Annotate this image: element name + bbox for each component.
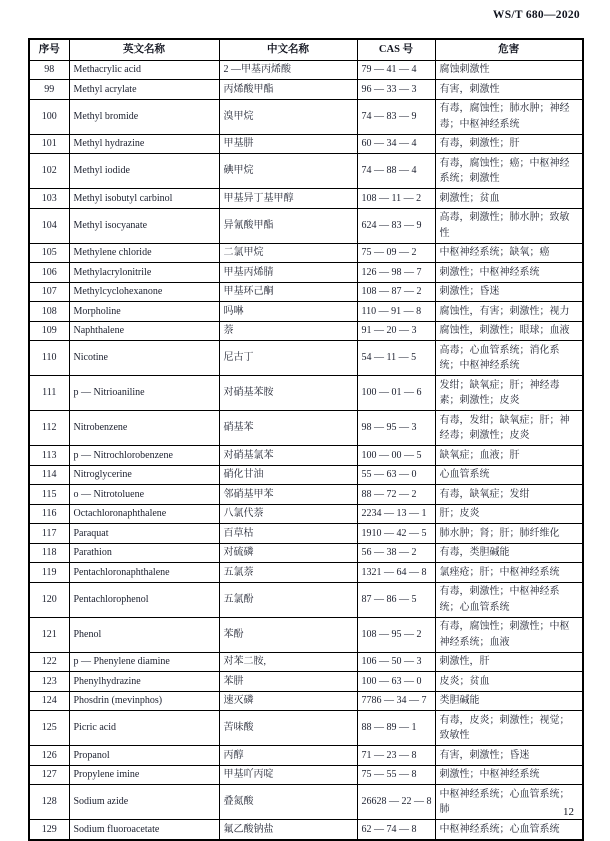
- chinese-name-cell: 对苯二胺,: [219, 652, 357, 672]
- table-body: [29, 60, 583, 840]
- cas-cell: 98 — 95 — 3: [357, 411, 435, 446]
- serial-cell: 115: [29, 485, 69, 505]
- serial-cell: 119: [29, 563, 69, 583]
- chinese-name-cell: 对硫磷: [219, 543, 357, 563]
- cas-cell: 88 — 72 — 2: [357, 485, 435, 505]
- cas-cell: 62 — 74 — 8: [357, 820, 435, 840]
- english-name-cell: Methyl iodide: [69, 154, 219, 189]
- serial-cell: 121: [29, 617, 69, 652]
- cas-cell: 74 — 88 — 4: [357, 154, 435, 189]
- chinese-name-cell: 硝化甘油: [219, 465, 357, 485]
- chinese-name-cell: 硝基苯: [219, 411, 357, 446]
- chinese-name-cell: 对硝基苯胺: [219, 376, 357, 411]
- hazard-cell: 刺激性；中枢神经系统: [435, 263, 583, 283]
- chinese-name-cell: 碘甲烷: [219, 154, 357, 189]
- table-row: [29, 154, 583, 189]
- serial-cell: 125: [29, 711, 69, 746]
- chinese-name-cell: 2 —甲基丙烯酸: [219, 60, 357, 80]
- table-row: [29, 691, 583, 711]
- chinese-name-cell: 甲基异丁基甲醇: [219, 189, 357, 209]
- english-name-cell: p — Nitrochlorobenzene: [69, 446, 219, 466]
- table-row: [29, 411, 583, 446]
- cas-cell: 75 — 55 — 8: [357, 765, 435, 785]
- english-name-cell: Paraquat: [69, 524, 219, 544]
- table-row: [29, 263, 583, 283]
- hazard-cell: 发绀；缺氧症；肝；神经毒素；刺激性；皮炎: [435, 376, 583, 411]
- table-row: [29, 208, 583, 243]
- serial-cell: 129: [29, 820, 69, 840]
- english-name-cell: Propylene imine: [69, 765, 219, 785]
- serial-cell: 122: [29, 652, 69, 672]
- cas-cell: 54 — 11 — 5: [357, 341, 435, 376]
- cas-cell: 108 — 11 — 2: [357, 189, 435, 209]
- english-name-cell: Pentachloronaphthalene: [69, 563, 219, 583]
- english-name-cell: Parathion: [69, 543, 219, 563]
- cas-cell: 91 — 20 — 3: [357, 321, 435, 341]
- table-row: [29, 321, 583, 341]
- hazard-cell: 中枢神经系统；心血管系统: [435, 820, 583, 840]
- hazard-cell: 氯痤疮；肝；中枢神经系统: [435, 563, 583, 583]
- table-row: [29, 485, 583, 505]
- english-name-cell: Sodium fluoroacetate: [69, 820, 219, 840]
- table-row: [29, 820, 583, 840]
- table-row: [29, 785, 583, 820]
- serial-cell: 116: [29, 504, 69, 524]
- table-row: [29, 504, 583, 524]
- hazard-cell: 刺激性；中枢神经系统: [435, 765, 583, 785]
- english-name-cell: Methyl isocyanate: [69, 208, 219, 243]
- cas-cell: 110 — 91 — 8: [357, 302, 435, 322]
- serial-cell: 118: [29, 543, 69, 563]
- serial-cell: 127: [29, 765, 69, 785]
- cas-cell: 88 — 89 — 1: [357, 711, 435, 746]
- hazard-cell: 肝；皮炎: [435, 504, 583, 524]
- chinese-name-cell: 甲基环己酮: [219, 282, 357, 302]
- chinese-name-cell: 叠氮酸: [219, 785, 357, 820]
- serial-cell: 120: [29, 582, 69, 617]
- table-row: [29, 465, 583, 485]
- cas-cell: 1321 — 64 — 8: [357, 563, 435, 583]
- hazard-cell: 肺水肿；肾；肝；肺纤维化: [435, 524, 583, 544]
- english-name-cell: p — Phenylene diamine: [69, 652, 219, 672]
- hazard-cell: 有害，刺激性: [435, 80, 583, 100]
- table-row: [29, 711, 583, 746]
- chinese-name-cell: 速灭磷: [219, 691, 357, 711]
- serial-cell: 110: [29, 341, 69, 376]
- cas-cell: 87 — 86 — 5: [357, 582, 435, 617]
- serial-cell: 99: [29, 80, 69, 100]
- english-name-cell: Phenol: [69, 617, 219, 652]
- chinese-name-cell: 氟乙酸钠盐: [219, 820, 357, 840]
- hazard-cell: 有毒，腐蚀性；癌；中枢神经系统；刺激性: [435, 154, 583, 189]
- serial-cell: 98: [29, 60, 69, 80]
- cas-cell: 96 — 33 — 3: [357, 80, 435, 100]
- serial-cell: 105: [29, 243, 69, 263]
- hazard-cell: 腐蚀性，刺激性；眼球；血液: [435, 321, 583, 341]
- chinese-name-cell: 甲基吖丙啶: [219, 765, 357, 785]
- serial-cell: 101: [29, 134, 69, 154]
- hazard-cell: 中枢神经系统；缺氧；癌: [435, 243, 583, 263]
- chinese-name-cell: 二氯甲烷: [219, 243, 357, 263]
- table-row: [29, 189, 583, 209]
- cas-cell: 71 — 23 — 8: [357, 746, 435, 766]
- table-row: [29, 524, 583, 544]
- hazard-cell: 刺激性；昏迷: [435, 282, 583, 302]
- english-name-cell: Propanol: [69, 746, 219, 766]
- cas-cell: 108 — 95 — 2: [357, 617, 435, 652]
- table-row: [29, 446, 583, 466]
- english-name-cell: Methylcyclohexanone: [69, 282, 219, 302]
- chinese-name-cell: 五氯萘: [219, 563, 357, 583]
- hazard-cell: 有毒，刺激性；肝: [435, 134, 583, 154]
- table-row: [29, 582, 583, 617]
- hazard-cell: 类胆碱能: [435, 691, 583, 711]
- english-name-cell: Methyl bromide: [69, 99, 219, 134]
- hazard-cell: 心血管系统: [435, 465, 583, 485]
- cas-cell: 56 — 38 — 2: [357, 543, 435, 563]
- hazard-cell: 缺氧症；血液；肝: [435, 446, 583, 466]
- english-name-cell: Morpholine: [69, 302, 219, 322]
- table-row: [29, 563, 583, 583]
- serial-cell: 100: [29, 99, 69, 134]
- page-number: 12: [563, 806, 574, 818]
- header-cas-number: CAS 号: [357, 39, 435, 60]
- hazard-cell: 刺激性，肝: [435, 652, 583, 672]
- english-name-cell: Naphthalene: [69, 321, 219, 341]
- hazard-cell: 腐蚀性，有害；刺激性；视力: [435, 302, 583, 322]
- table-header-row: [29, 39, 583, 60]
- english-name-cell: o — Nitrotoluene: [69, 485, 219, 505]
- chinese-name-cell: 萘: [219, 321, 357, 341]
- table-row: [29, 282, 583, 302]
- english-name-cell: Phosdrin (mevinphos): [69, 691, 219, 711]
- chinese-name-cell: 邻硝基甲苯: [219, 485, 357, 505]
- chinese-name-cell: 丙烯酸甲酯: [219, 80, 357, 100]
- table-row: [29, 60, 583, 80]
- serial-cell: 114: [29, 465, 69, 485]
- hazard-cell: 中枢神经系统；心血管系统；肺: [435, 785, 583, 820]
- hazard-cell: 高毒，刺激性；肺水肿；致敏性: [435, 208, 583, 243]
- english-name-cell: Methylene chloride: [69, 243, 219, 263]
- cas-cell: 108 — 87 — 2: [357, 282, 435, 302]
- table-row: [29, 80, 583, 100]
- table-row: [29, 543, 583, 563]
- serial-cell: 111: [29, 376, 69, 411]
- hazard-substance-table: [28, 38, 584, 841]
- hazard-cell: 有毒，腐蚀性；刺激性；中枢神经系统；血液: [435, 617, 583, 652]
- cas-cell: 100 — 63 — 0: [357, 672, 435, 692]
- cas-cell: 106 — 50 — 3: [357, 652, 435, 672]
- table-row: [29, 302, 583, 322]
- chinese-name-cell: 丙醇: [219, 746, 357, 766]
- header-chinese-name: 中文名称: [219, 39, 357, 60]
- cas-cell: 55 — 63 — 0: [357, 465, 435, 485]
- cas-cell: 100 — 00 — 5: [357, 446, 435, 466]
- chinese-name-cell: 吗啉: [219, 302, 357, 322]
- english-name-cell: Methylacrylonitrile: [69, 263, 219, 283]
- english-name-cell: Methacrylic acid: [69, 60, 219, 80]
- doc-code: WS/T 680—2020: [492, 9, 580, 21]
- serial-cell: 103: [29, 189, 69, 209]
- chinese-name-cell: 对硝基氯苯: [219, 446, 357, 466]
- cas-cell: 624 — 83 — 9: [357, 208, 435, 243]
- cas-cell: 7786 — 34 — 7: [357, 691, 435, 711]
- hazard-cell: 刺激性；贫血: [435, 189, 583, 209]
- table-row: [29, 376, 583, 411]
- hazard-cell: 有毒，皮炎；刺激性；视觉；致敏性: [435, 711, 583, 746]
- chinese-name-cell: 苯酚: [219, 617, 357, 652]
- serial-cell: 113: [29, 446, 69, 466]
- chinese-name-cell: 异氰酸甲酯: [219, 208, 357, 243]
- table-row: [29, 341, 583, 376]
- english-name-cell: Picric acid: [69, 711, 219, 746]
- table-row: [29, 672, 583, 692]
- chinese-name-cell: 百草枯: [219, 524, 357, 544]
- chinese-name-cell: 尼古丁: [219, 341, 357, 376]
- cas-cell: 126 — 98 — 7: [357, 263, 435, 283]
- header-serial: 序号: [29, 39, 69, 60]
- chinese-name-cell: 苦味酸: [219, 711, 357, 746]
- table-row: [29, 243, 583, 263]
- english-name-cell: p — Nitrioaniline: [69, 376, 219, 411]
- cas-cell: 74 — 83 — 9: [357, 99, 435, 134]
- chinese-name-cell: 甲基丙烯腈: [219, 263, 357, 283]
- cas-cell: 79 — 41 — 4: [357, 60, 435, 80]
- hazard-cell: 腐蚀刺激性: [435, 60, 583, 80]
- serial-cell: 112: [29, 411, 69, 446]
- header-english-name: 英文名称: [69, 39, 219, 60]
- english-name-cell: Sodium azide: [69, 785, 219, 820]
- english-name-cell: Octachloronaphthalene: [69, 504, 219, 524]
- hazard-cell: 高毒；心血管系统；消化系统；中枢神经系统: [435, 341, 583, 376]
- table-row: [29, 746, 583, 766]
- hazard-cell: 有毒，发绀；缺氧症；肝；神经毒；刺激性；皮炎: [435, 411, 583, 446]
- hazard-cell: 有毒，刺激性；中枢神经系统；心血管系统: [435, 582, 583, 617]
- cas-cell: 2234 — 13 — 1: [357, 504, 435, 524]
- cas-cell: 100 — 01 — 6: [357, 376, 435, 411]
- english-name-cell: Methyl isobutyl carbinol: [69, 189, 219, 209]
- chinese-name-cell: 五氯酚: [219, 582, 357, 617]
- serial-cell: 123: [29, 672, 69, 692]
- hazard-cell: 皮炎；贫血: [435, 672, 583, 692]
- serial-cell: 109: [29, 321, 69, 341]
- cas-cell: 26628 — 22 — 8: [357, 785, 435, 820]
- serial-cell: 128: [29, 785, 69, 820]
- english-name-cell: Nicotine: [69, 341, 219, 376]
- chinese-name-cell: 溴甲烷: [219, 99, 357, 134]
- chinese-name-cell: 八氯代萘: [219, 504, 357, 524]
- hazard-cell: 有害，刺激性；昏迷: [435, 746, 583, 766]
- english-name-cell: Methyl hydrazine: [69, 134, 219, 154]
- serial-cell: 104: [29, 208, 69, 243]
- serial-cell: 108: [29, 302, 69, 322]
- serial-cell: 106: [29, 263, 69, 283]
- chinese-name-cell: 苯肼: [219, 672, 357, 692]
- table-row: [29, 99, 583, 134]
- serial-cell: 107: [29, 282, 69, 302]
- cas-cell: 75 — 09 — 2: [357, 243, 435, 263]
- english-name-cell: Nitroglycerine: [69, 465, 219, 485]
- english-name-cell: Nitrobenzene: [69, 411, 219, 446]
- english-name-cell: Phenylhydrazine: [69, 672, 219, 692]
- serial-cell: 117: [29, 524, 69, 544]
- serial-cell: 102: [29, 154, 69, 189]
- table-row: [29, 765, 583, 785]
- table-row: [29, 617, 583, 652]
- header-hazard: 危害: [435, 39, 583, 60]
- serial-cell: 124: [29, 691, 69, 711]
- english-name-cell: Methyl acrylate: [69, 80, 219, 100]
- english-name-cell: Pentachlorophenol: [69, 582, 219, 617]
- cas-cell: 1910 — 42 — 5: [357, 524, 435, 544]
- table-row: [29, 652, 583, 672]
- cas-cell: 60 — 34 — 4: [357, 134, 435, 154]
- hazard-cell: 有毒，类胆碱能: [435, 543, 583, 563]
- serial-cell: 126: [29, 746, 69, 766]
- chinese-name-cell: 甲基肼: [219, 134, 357, 154]
- table-row: [29, 134, 583, 154]
- hazard-cell: 有毒，腐蚀性；肺水肿；神经毒；中枢神经系统: [435, 99, 583, 134]
- hazard-cell: 有毒，缺氧症；发绀: [435, 485, 583, 505]
